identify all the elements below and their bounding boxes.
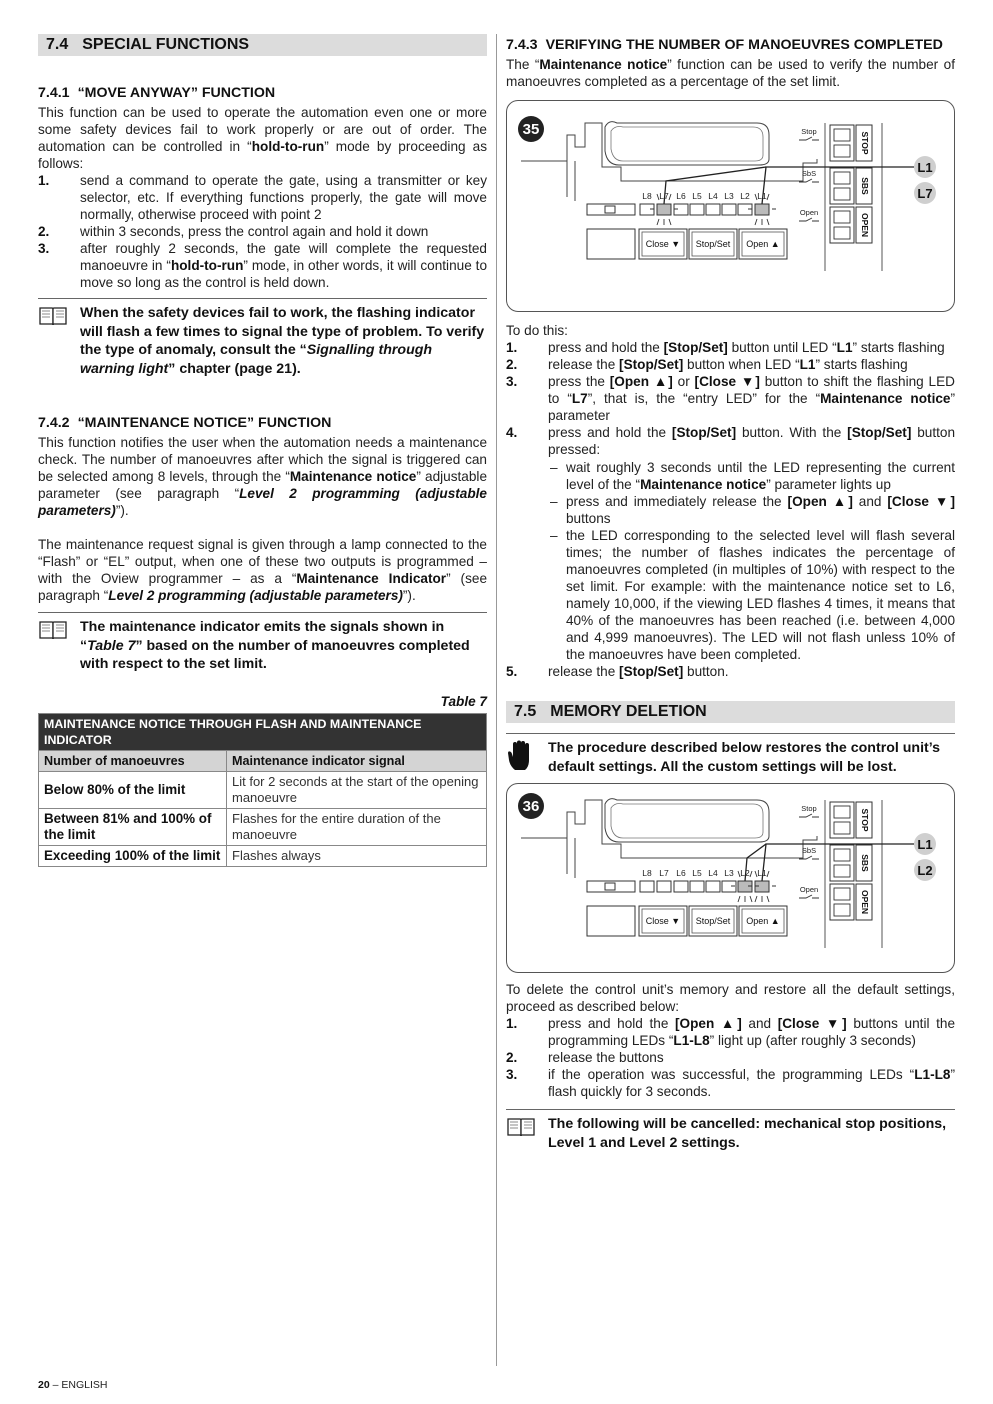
led xyxy=(722,204,736,215)
table-row: Between 81% and 100% of the limit Flashes for the entire duration of the manoeuvre xyxy=(39,808,487,845)
switch-symbol xyxy=(799,137,819,140)
table-caption: Table 7 xyxy=(440,693,487,709)
note-safety-devices: When the safety devices fail to work, the flashing indicator will flash a few times to signal the type of problem. To verify the type of anomaly, consult the “Signalling through warning light” chapter (page 21). xyxy=(38,298,487,378)
display-window-inner xyxy=(611,127,763,162)
display-window-outline xyxy=(605,122,769,165)
section-number: 7.4 xyxy=(46,36,69,53)
list-item: 2. release the buttons xyxy=(506,1050,664,1065)
terminal-label: OPEN xyxy=(859,212,870,238)
board-button-label: Open ▲ xyxy=(746,916,780,926)
callout-label: L7 xyxy=(917,186,933,201)
left-column xyxy=(38,34,487,867)
step4-sublist xyxy=(548,459,955,663)
display-window-inner xyxy=(611,804,763,839)
move-anyway-steps xyxy=(38,172,487,291)
table-header: Maintenance indicator signal xyxy=(227,750,487,771)
input-label: Open xyxy=(799,208,819,217)
paragraph-maintenance-intro: This function notifies the user when the automation needs a maintenance check. The number of manoeuvres after which the signal is triggered can be selected among 8 levels, through the “Maintenance notice” adjustable parameter (see paragraph “Level 2 programming (adjustable parameters)”). xyxy=(38,435,488,518)
input-label: Stop xyxy=(801,127,817,136)
list-item: 1. press and hold the [Stop/Set] button until LED “L1” starts flashing xyxy=(506,340,945,355)
led-label: L1 xyxy=(757,868,767,878)
figure-number: 36 xyxy=(522,798,540,815)
section-heading-7-5 xyxy=(506,701,955,723)
table-row: Below 80% of the limit Lit for 2 seconds at the start of the opening manoeuvre xyxy=(39,771,487,808)
page-footer xyxy=(38,1377,107,1394)
section-title: SPECIAL FUNCTIONS xyxy=(82,36,250,53)
list-item: 4. press and hold the [Stop/Set] button. With the [Stop/Set] button pressed: – wait roughly 3 seconds until the LED representing the current level of the “Maintenance notice” parameter lights up – press and immediately release the [Open ▲] and [Close ▼] buttons – the LED corresponding to the selected level will flash several times; the number of flashes indicates the percentage of manoeuvres completed (in multiples of 10%) with respect to the set limit. For example: with the maintenance notice set to L6, namely 10,000, if the viewing LED flashes 4 times, it means that 40% of the manoeuvres has been reached (i.e. between 4,000 and 4,999 manoeuvres). The LED will not flash unless 10% of the manoeuvres have been completed. xyxy=(506,425,956,662)
led xyxy=(706,881,720,892)
subsection-number: 7.4.2 xyxy=(38,415,70,431)
led xyxy=(722,881,736,892)
led xyxy=(657,881,671,892)
paragraph-memory-intro: To delete the control unit’s memory and restore all the default settings, proceed as described below: xyxy=(506,982,955,1014)
connector-pin xyxy=(605,883,615,890)
led-label: L5 xyxy=(692,868,702,878)
warning-memory-deletion: The procedure described below restores the control unit’s default settings. All the custom settings will be lost. xyxy=(506,733,955,776)
subsection-heading-7-4-3 xyxy=(506,37,955,54)
memory-steps xyxy=(506,1015,955,1100)
figure-number: 35 xyxy=(522,121,540,138)
led xyxy=(755,881,769,892)
led xyxy=(690,204,704,215)
terminal-label: STOP xyxy=(859,131,870,155)
list-item: 5. release the [Stop/Set] button. xyxy=(506,664,729,679)
note-maintenance-indicator: The maintenance indicator emits the signals shown in “Table 7” based on the number of manoeuvres completed with respect to the set limit. xyxy=(38,612,487,674)
list-item: – the LED corresponding to the selected level will flash several times; the number of flashes indicates the percentage of manoeuvres completed (in multiples of 10%) with respect to the set limit. For example: with the maintenance notice set to L6, namely 10,000, if the viewing LED flashes 4 times, it means that 40% of the manoeuvres has been reached (i.e. between 4,000 and 4,999 manoeuvres). The LED will not flash unless 10% of the manoeuvres have been completed. xyxy=(550,528,955,662)
subsection-title: “MAINTENANCE NOTICE” FUNCTION xyxy=(77,415,332,431)
terminal-screw xyxy=(834,227,850,239)
led-label: L8 xyxy=(642,868,652,878)
terminal-screw xyxy=(834,822,850,834)
right-column xyxy=(506,34,955,1152)
board-button-label: Stop/Set xyxy=(695,916,731,926)
section-number: 7.5 xyxy=(514,703,537,720)
led xyxy=(755,204,769,215)
table-header: Number of manoeuvres xyxy=(39,750,227,771)
list-item: 2. release the [Stop/Set] button when LED “L1” starts flashing xyxy=(506,357,908,372)
board-illustration xyxy=(518,116,936,271)
input-label: SbS xyxy=(801,169,817,178)
board-edge-lines xyxy=(567,838,575,878)
led xyxy=(657,204,671,215)
terminal-label: OPEN xyxy=(859,889,870,915)
terminal-screw xyxy=(834,806,850,818)
terminal-screw xyxy=(834,188,850,200)
led-label: L7 xyxy=(659,868,669,878)
maintenance-table xyxy=(38,713,487,867)
list-item: 3. press the [Open ▲] or [Close ▼] button to shift the flashing LED to “L7”, that is, the “entry LED” for the “Maintenance notice” parameter xyxy=(506,374,955,423)
list-item: – press and immediately release the [Open ▲] and [Close ▼] buttons xyxy=(550,494,956,526)
list-item: 3. if the operation was successful, the programming LEDs “L1-L8” flash quickly for 3 seconds. xyxy=(506,1067,955,1099)
callout-label: L1 xyxy=(917,160,933,175)
paragraph-move-anyway-intro: This function can be used to operate the automation even one or more some safety devices fail to work properly or are out of order. The automation can be controlled in “hold-to-run” mode by proceeding as follows: xyxy=(38,105,488,171)
switch-symbol xyxy=(799,218,819,221)
paragraph-to-do-this: To do this: xyxy=(506,323,568,338)
list-item: 2. within 3 seconds, press the control again and hold it down xyxy=(38,224,429,239)
input-label: SbS xyxy=(801,846,817,855)
terminal-screw xyxy=(834,849,850,861)
terminal-screw xyxy=(834,865,850,877)
list-item: – wait roughly 3 seconds until the LED representing the current level of the “Maintenance notice” parameter lights up xyxy=(550,460,955,492)
book-icon xyxy=(38,618,72,674)
led xyxy=(690,881,704,892)
button-blank xyxy=(587,906,635,936)
terminal-screw xyxy=(834,172,850,184)
board-button-label: Close ▼ xyxy=(645,239,681,249)
board-edge-lines xyxy=(567,161,575,201)
led xyxy=(640,204,654,215)
subsection-number: 7.4.1 xyxy=(38,85,70,101)
section-title: MEMORY DELETION xyxy=(550,703,707,720)
led-label: L2 xyxy=(740,191,750,201)
led-label: L8 xyxy=(642,191,652,201)
terminal-screw xyxy=(834,888,850,900)
terminal-screw xyxy=(834,904,850,916)
led xyxy=(738,204,752,215)
button-blank xyxy=(587,229,635,259)
board-illustration xyxy=(518,793,936,948)
hand-stop-icon xyxy=(506,739,540,776)
led xyxy=(640,881,654,892)
terminal-label: SBS xyxy=(859,854,870,872)
terminal-label: STOP xyxy=(859,808,870,832)
led xyxy=(706,204,720,215)
board-outline xyxy=(521,800,817,858)
led-label: L5 xyxy=(692,191,702,201)
led-label: L4 xyxy=(708,868,718,878)
led-label: L1 xyxy=(757,191,767,201)
verify-steps xyxy=(506,339,955,680)
terminal-screw xyxy=(834,145,850,157)
note-cancelled-settings: The following will be cancelled: mechanical stop positions, Level 1 and Level 2 settings. xyxy=(506,1109,955,1152)
led-label: L4 xyxy=(708,191,718,201)
callout-label: L1 xyxy=(917,837,933,852)
table-title: MAINTENANCE NOTICE THROUGH FLASH AND MAINTENANCE INDICATOR xyxy=(39,713,487,750)
column-divider xyxy=(496,34,497,1366)
subsection-title: VERIFYING THE NUMBER OF MANOEUVRES COMPLETED xyxy=(545,37,943,53)
table-row: Exceeding 100% of the limit Flashes always xyxy=(39,845,487,866)
figure-36-control-board xyxy=(506,783,955,973)
list-item: 1. press and hold the [Open ▲] and [Close ▼] buttons until the programming LEDs “L1-L8” light up (after roughly 3 seconds) xyxy=(506,1016,956,1048)
switch-symbol xyxy=(799,895,819,898)
connector-pin xyxy=(605,206,615,213)
callout-label: L2 xyxy=(917,863,933,878)
led xyxy=(674,881,688,892)
terminal-screw xyxy=(834,129,850,141)
led xyxy=(674,204,688,215)
led xyxy=(738,881,752,892)
subsection-heading-7-4-2 xyxy=(38,415,487,432)
figure-35-control-board xyxy=(506,100,955,312)
subsection-title: “MOVE ANYWAY” FUNCTION xyxy=(77,85,276,101)
paragraph-verify-intro: The “Maintenance notice” function can be used to verify the number of manoeuvres completed as a percentage of the set limit. xyxy=(506,57,955,89)
footer-language: – ENGLISH xyxy=(49,1379,108,1391)
board-button-label: Open ▲ xyxy=(746,239,780,249)
paragraph-maintenance-signal: The maintenance request signal is given through a lamp connected to the “Flash” or “EL” output, when one of these two outputs is programmed – with the Oview programmer – as a “Maintenance Indicator” (see paragraph “Level 2 programming (adjustable parameters)”). xyxy=(38,537,487,603)
list-item: 1. send a command to operate the gate, using a transmitter or key selector, etc. If everything functions properly, the gate will move normally, otherwise proceed with point 2 xyxy=(38,173,487,222)
section-heading-7-4 xyxy=(38,34,487,56)
led-label: L3 xyxy=(724,191,734,201)
display-window-outline xyxy=(605,799,769,842)
subsection-heading-7-4-1 xyxy=(38,85,487,102)
terminal-screw xyxy=(834,211,850,223)
book-icon xyxy=(38,304,72,378)
list-item: 3. after roughly 2 seconds, the gate will complete the requested manoeuvre in “hold-to-run” mode, in other words, it will continue to move so long as the control is held down. xyxy=(38,241,488,290)
subsection-number: 7.4.3 xyxy=(506,37,538,53)
switch-symbol xyxy=(799,814,819,817)
input-label: Stop xyxy=(801,804,817,813)
input-label: Open xyxy=(799,885,819,894)
book-icon xyxy=(506,1115,540,1152)
board-button-label: Stop/Set xyxy=(695,239,731,249)
board-button-label: Close ▼ xyxy=(645,916,681,926)
led-label: L2 xyxy=(740,868,750,878)
terminal-label: SBS xyxy=(859,177,870,195)
led-label: L6 xyxy=(676,868,686,878)
led-label: L6 xyxy=(676,191,686,201)
board-outline xyxy=(521,123,817,181)
led-label: L7 xyxy=(659,191,669,201)
led-label: L3 xyxy=(724,868,734,878)
page-number: 20 xyxy=(38,1379,50,1391)
